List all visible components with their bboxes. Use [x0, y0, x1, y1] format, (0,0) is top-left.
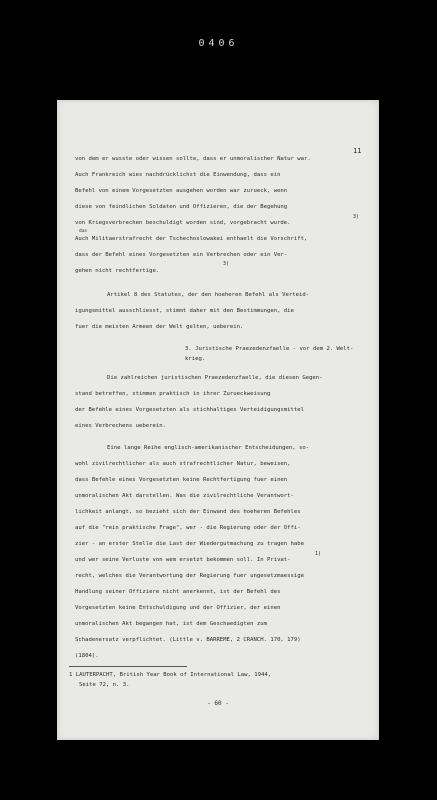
body-line: dass Befehle eines Vorgesetzten keine Rechtfertigung fuer einen	[75, 477, 288, 483]
body-line: fuer die meisten Armeen der Welt gelten, ueberein.	[75, 324, 244, 330]
body-line: unmoralischen Akt begangen hat, ist dem Geschaedigten zum	[75, 621, 267, 627]
body-line: recht, welches die Verantwortung der Regierung fuer ungesetzmaessige	[75, 573, 305, 579]
body-line: der Befehle eines Vorgesetzten als stichhaltiges Verteidigungsmittel	[75, 407, 305, 413]
body-line: Auch Militaerstrafrecht der Tschechoslowakei enthaelt die Vorschrift,	[75, 236, 308, 242]
body-line: diese von feindlichen Soldaten und Offizieren, die der Begehung	[75, 204, 288, 210]
footnote-mark: 1)	[315, 551, 322, 557]
body-line: von Kriegsverbrechen beschuldigt worden sind, vorgebracht wurde.	[75, 220, 291, 226]
footnote-mark: 3)	[223, 261, 230, 267]
film-frame-number: 0406	[198, 38, 239, 49]
body-line: Artikel 8 des Statutes, der den hoeheren Befehl als Verteid-	[107, 292, 310, 298]
footnote-mark: 3)	[353, 214, 360, 220]
document-page	[57, 100, 379, 740]
body-line: und wer seine Verluste von wem ersetzt bekommen soll. In Privat-	[75, 557, 291, 563]
body-line: stand betreffen, stimmen praktisch in ihrer Zurueckweisung	[75, 391, 271, 397]
body-line: Eine lange Reihe englisch-amerikanischer Entscheidungen, so-	[107, 445, 310, 451]
body-line: igungsmittel ausschliesst, stimmt daher mit den Bestimmungen, die	[75, 308, 294, 314]
section-heading: 3. Juristische Praezedenzfaelle - vor dem 2. Welt-	[185, 346, 354, 352]
body-line: Vorgesetzten keine Entschuldigung und der Offizier, der einen	[75, 605, 281, 611]
body-line: lichkeit anlangt, so bezieht sich der Einwand des hoeheren Befehles	[75, 509, 301, 515]
body-line: Befehl von einem Vorgesetzten ausgehen worden war zurueck, wenn	[75, 188, 288, 194]
body-line: eines Verbrechens ueberein.	[75, 423, 166, 429]
body-line: Schadenersatz verpflichtet. (Little v. BARREME, 2 CRANCH. 170, 179)	[75, 637, 301, 643]
body-line: zier - an erster Stelle die Last der Wiedergutmachung zu tragen habe	[75, 541, 305, 547]
body-line: (1804).	[75, 653, 99, 659]
section-heading: krieg.	[185, 356, 206, 362]
body-line: von dem er wusste oder wissen sollte, dass er unmoralischer Natur war.	[75, 156, 311, 162]
footnote-line: Seite 72, n. 3.	[79, 682, 130, 688]
body-line: Auch Frankreich wies nachdrücklichst die Einwendung, dass ein	[75, 172, 281, 178]
interlinear-insertion: das	[79, 229, 88, 234]
body-line: dass der Befehl eines Vorgesetzten ein Verbrechen oder ein Ver-	[75, 252, 288, 258]
body-line: Die zahlreichen juristischen Praezedenzfaelle, die diesen Gegen-	[107, 375, 323, 381]
footnote-line: 1 LAUTERPACHT, British Year Book of International Law, 1944,	[69, 672, 272, 678]
body-line: wohl zivilrechtlicher als auch strafrechtlicher Natur, beweisen,	[75, 461, 291, 467]
body-line: unmoralischen Akt darstellen. Was die zivilrechtliche Verantwort-	[75, 493, 294, 499]
corner-mark: 11	[353, 147, 362, 155]
page-number: - 60 -	[207, 700, 229, 707]
body-line: Handlung seiner Offiziere nicht anerkennt, ist der Befehl des	[75, 589, 281, 595]
body-line: auf die "rein praktische Frage", wer - die Regierung oder der Offi-	[75, 525, 301, 531]
body-line: gehen nicht rechtfertige.	[75, 268, 160, 274]
